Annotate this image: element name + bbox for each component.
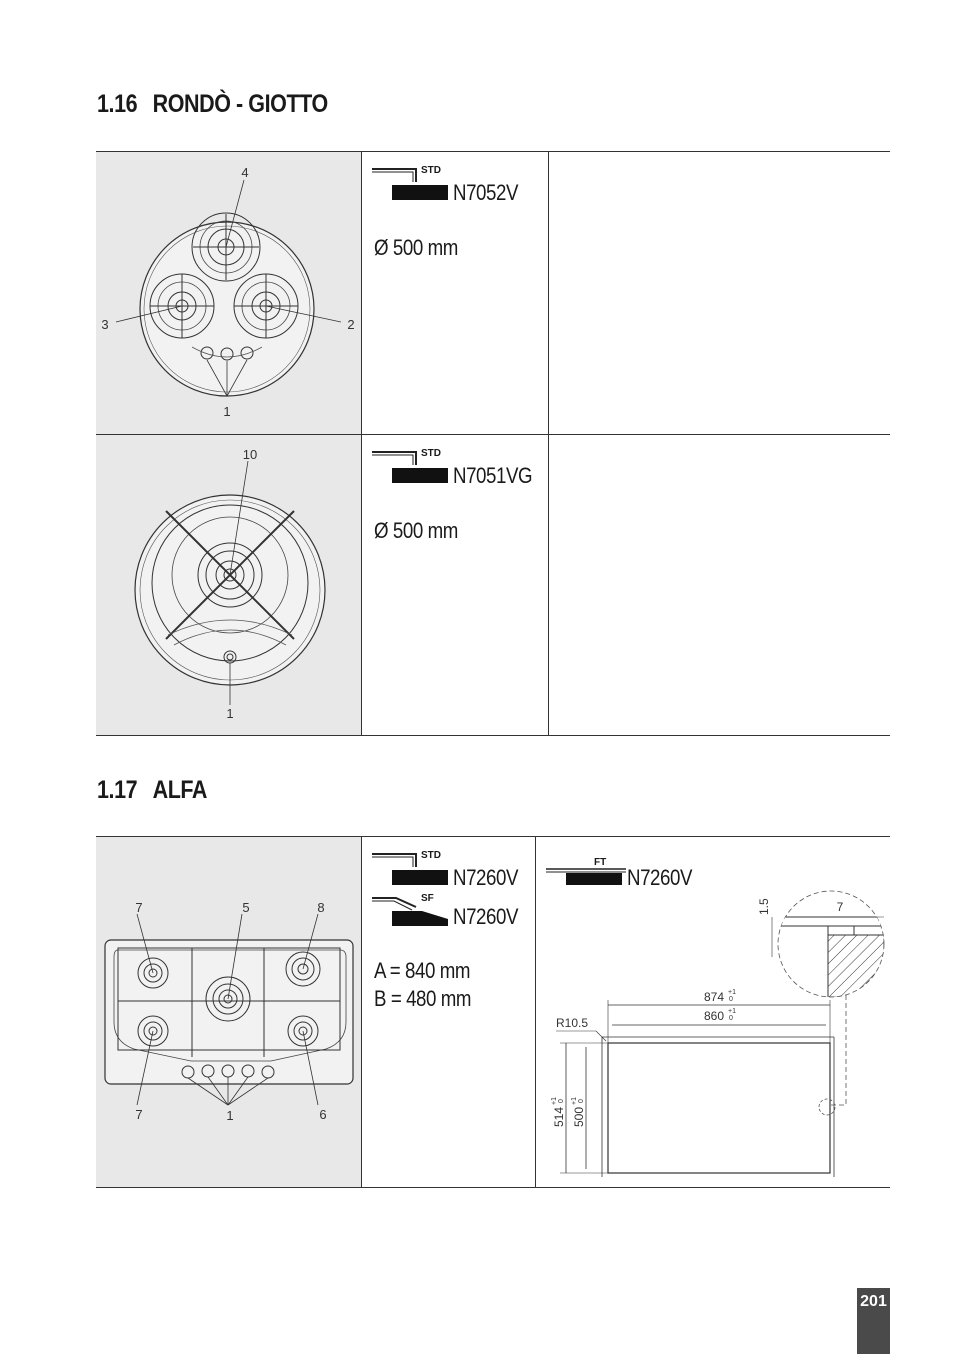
tolerance-label: +1	[728, 1008, 736, 1015]
product-table-rondo-giotto	[96, 151, 890, 736]
product-table-alfa	[96, 836, 890, 1188]
model-code: N7051VG	[453, 463, 533, 488]
page-number: 201	[857, 1288, 890, 1354]
dimension-label: 514	[552, 1106, 566, 1127]
installation-tag: SF	[421, 893, 434, 904]
single-burner-round-hob-drawing	[96, 435, 361, 735]
dimension-label: 1.5	[757, 898, 771, 915]
dimension-b-spec: B = 480 mm	[374, 986, 472, 1011]
dimension-label: 874	[703, 990, 725, 1004]
tolerance-label: 0	[729, 1015, 733, 1022]
section-number: 1.16	[97, 90, 138, 118]
callout-label: 2	[347, 317, 355, 332]
model-code: N7260V	[453, 904, 519, 929]
model-code: N7052V	[453, 180, 519, 205]
callout-label: 4	[241, 165, 249, 180]
callout-label: 1	[226, 1108, 234, 1123]
diameter-spec: Ø 500 mm	[374, 518, 458, 543]
tolerance-label: 0	[558, 1099, 565, 1103]
model-cell	[362, 837, 536, 1187]
model-code: N7260V	[627, 865, 693, 890]
five-burner-hob-drawing	[96, 837, 361, 1187]
hob-diagram-cell	[96, 837, 362, 1187]
dimension-label: 860	[703, 1009, 725, 1023]
callout-label: 1	[226, 706, 234, 721]
callout-label: 3	[101, 317, 109, 332]
dimension-label: 500	[572, 1106, 586, 1127]
model-code: N7260V	[453, 865, 519, 890]
callout-label: 7	[135, 1107, 143, 1122]
installation-tag: FT	[594, 857, 607, 868]
three-burner-round-hob-drawing	[96, 152, 361, 434]
section-heading-1-17	[97, 776, 207, 805]
section-title: RONDÒ - GIOTTO	[152, 90, 328, 118]
cutout-drawing-cell	[536, 837, 890, 1187]
callout-label: 10	[242, 447, 258, 462]
section-number: 1.17	[97, 776, 138, 804]
installation-tag: STD	[421, 448, 441, 459]
tolerance-label: 0	[729, 996, 733, 1003]
section-heading-1-16	[97, 90, 328, 119]
callout-label: 8	[317, 900, 325, 915]
model-cell	[362, 435, 549, 735]
dimension-a-spec: A = 840 mm	[374, 958, 471, 983]
model-cell	[362, 152, 549, 434]
tolerance-label: +1	[551, 1097, 558, 1105]
table-row	[96, 152, 890, 435]
callout-label: 1	[223, 404, 231, 419]
dimension-label: R10.5	[556, 1016, 589, 1030]
tolerance-label: 0	[578, 1099, 585, 1103]
installation-tag: STD	[421, 850, 441, 861]
callout-label: 7	[135, 900, 143, 915]
diameter-spec: Ø 500 mm	[374, 235, 458, 260]
tolerance-label: +1	[571, 1097, 578, 1105]
installation-tag: STD	[421, 165, 441, 176]
callout-label: 6	[319, 1107, 327, 1122]
tolerance-label: +1	[728, 989, 736, 996]
cutout-dimension-drawing	[536, 837, 890, 1187]
section-title: ALFA	[152, 776, 208, 804]
table-row	[96, 435, 890, 735]
callout-label: 5	[242, 900, 250, 915]
sf-installation-icon	[372, 893, 452, 929]
dimension-label: 7	[836, 900, 844, 914]
hob-diagram-cell	[96, 435, 362, 735]
hob-diagram-cell	[96, 152, 362, 434]
